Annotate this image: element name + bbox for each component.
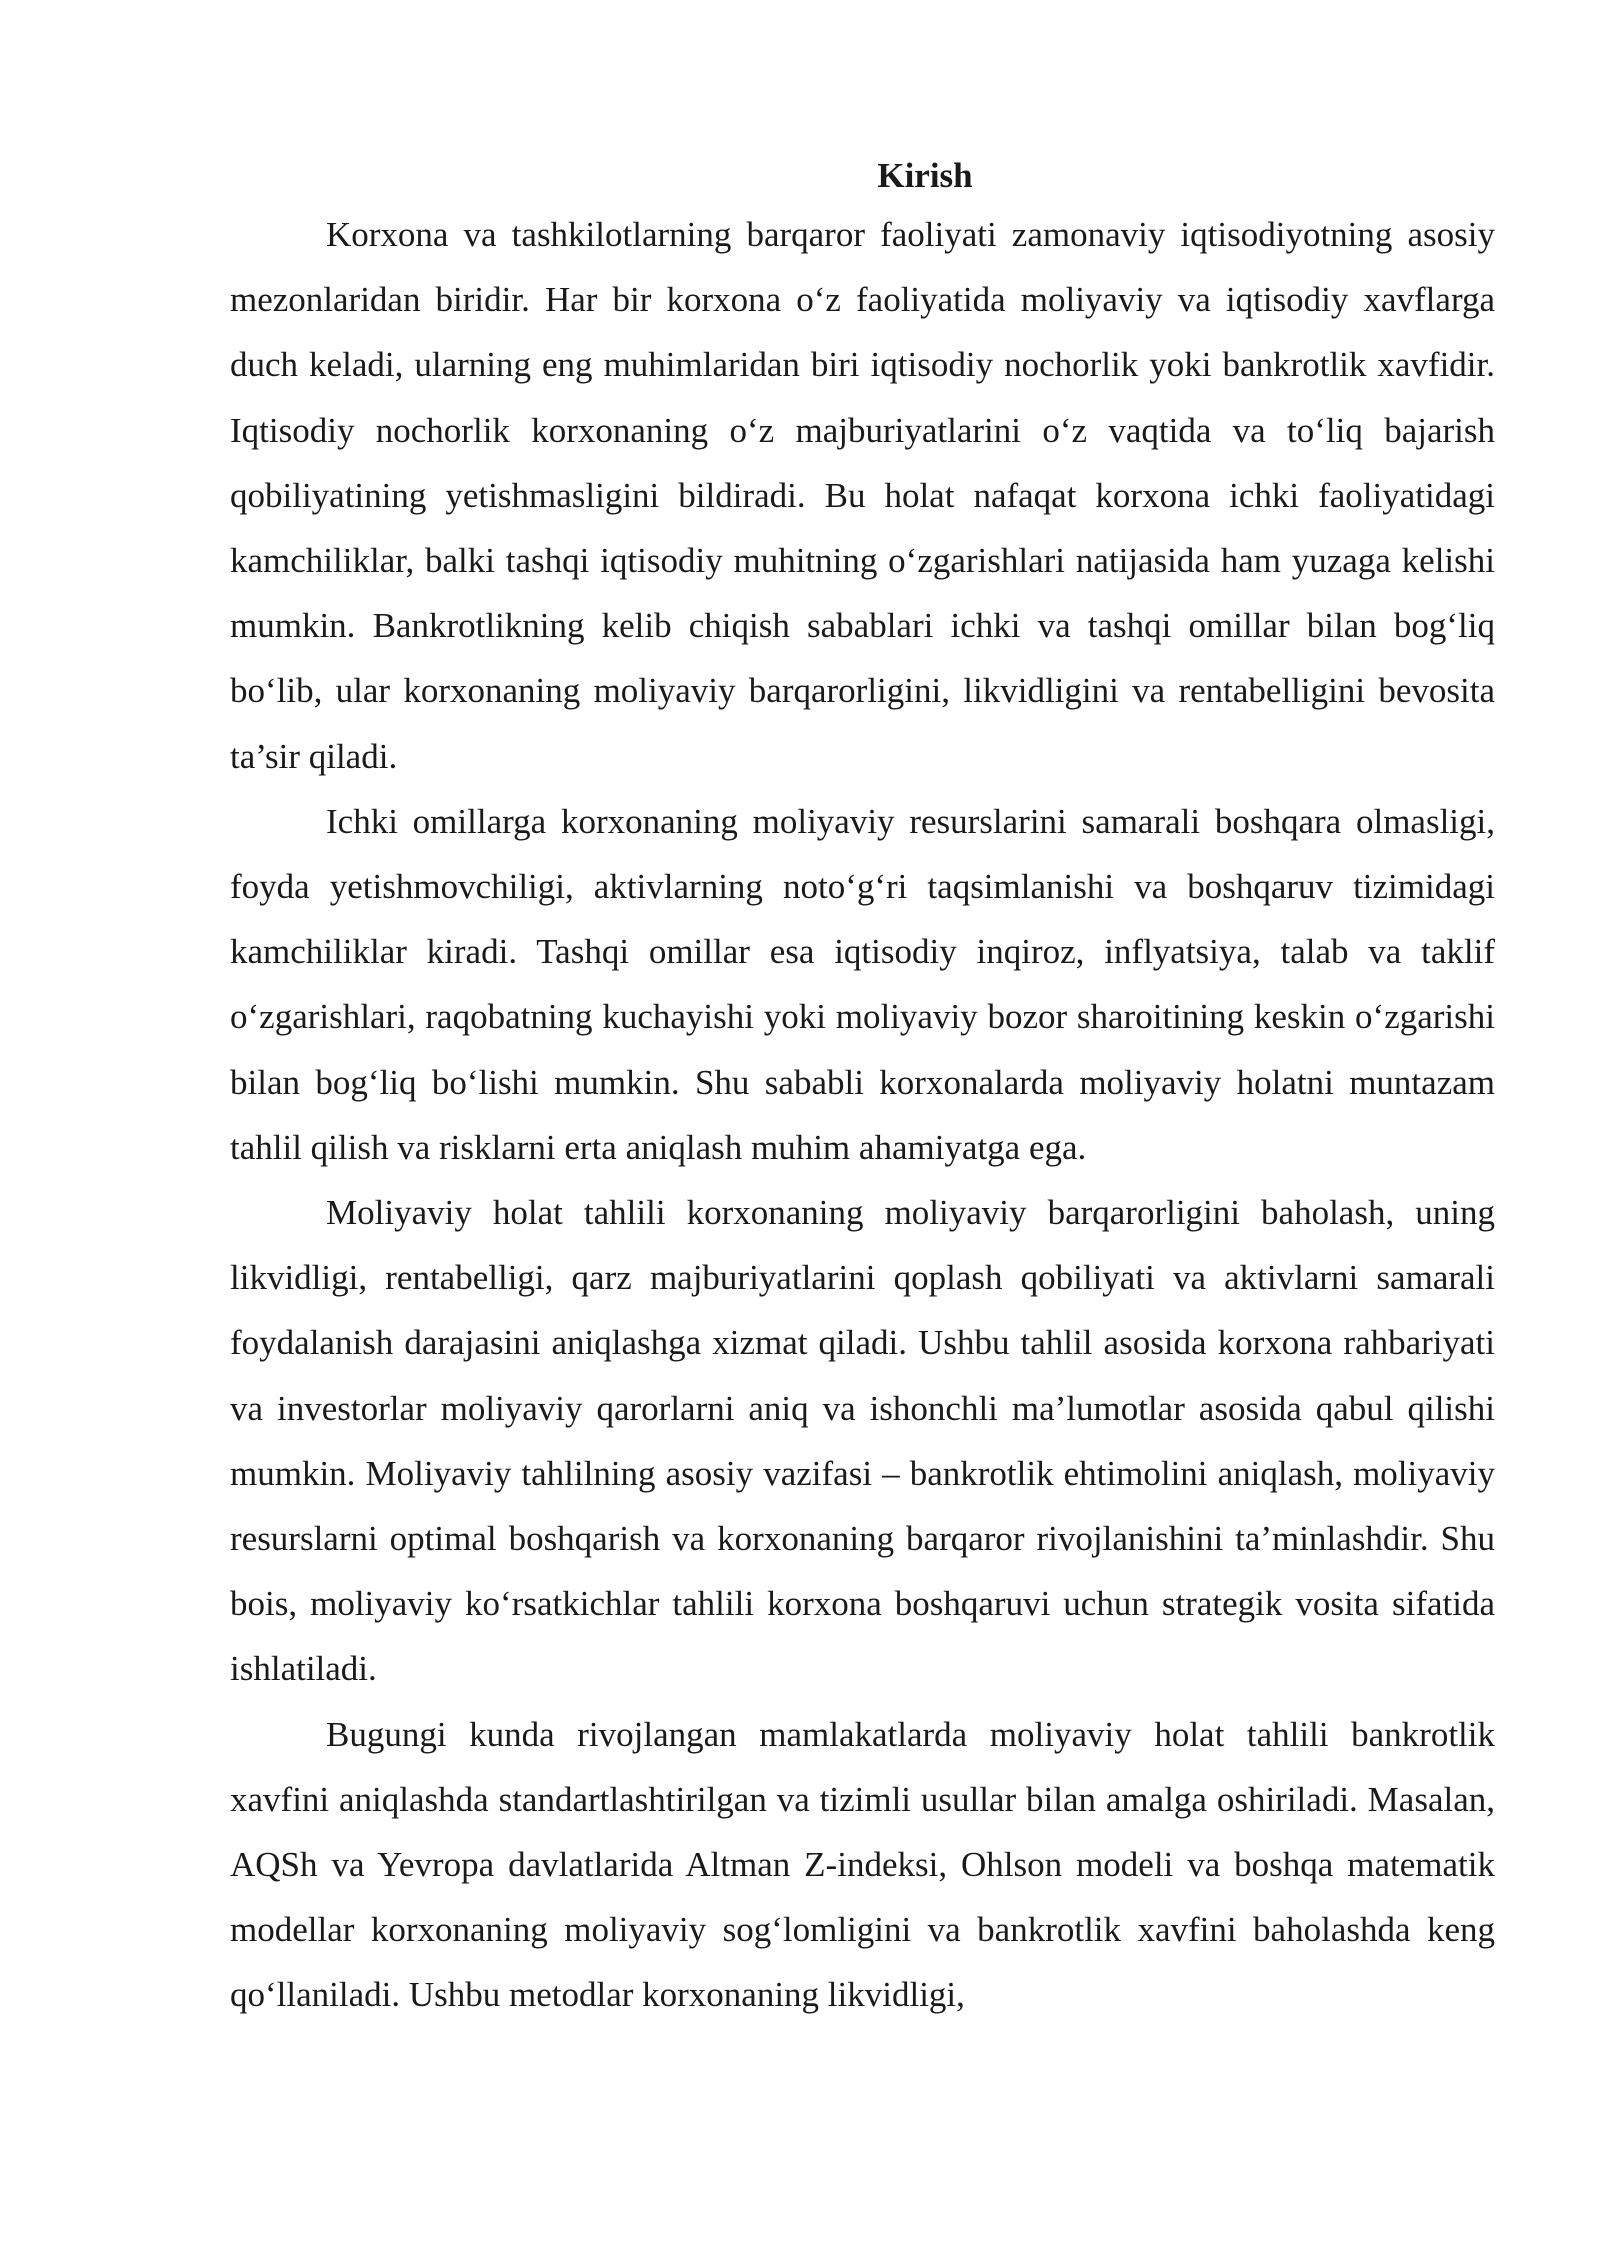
document-body — [230, 150, 1495, 2028]
paragraph: Moliyaviy holat tahlili korxonaning moliyaviy barqarorligini baholash, uning likvidligi, rentabelligi, qarz majburiyatlarini qoplash qobiliyati va aktivlarni samarali foydalanish darajasini aniqlashga xizmat qiladi. Ushbu tahlil asosida korxona rahbariyati va investorlar moliyaviy qarorlarni aniq va ishonchli ma’lumotlar asosida qabul qilishi mumkin. Moliyaviy tahlilning asosiy vazifasi – bankrotlik ehtimolini aniqlash, moliyaviy resurslarni optimal boshqarish va korxonaning barqaror rivojlanishini ta’minlashdir. Shu bois, moliyaviy ko‘rsatkichlar tahlili korxona boshqaruvi uchun strategik vosita sifatida ishlatiladi. — [230, 1193, 1495, 1689]
section-heading: Kirish — [877, 156, 973, 195]
paragraph: Bugungi kunda rivojlangan mamlakatlarda moliyaviy holat tahlili bankrotlik xavfini aniqlashda standartlashtirilgan va tizimli usullar bilan amalga oshiriladi. Masalan, AQSh va Yevropa davlatlarida Altman Z-indeksi, Ohlson modeli va boshqa matematik modellar korxonaning moliyaviy sog‘lomligini va bankrotlik xavfini baholashda keng qo‘llaniladi. Ushbu metodlar korxonaning likvidligi, — [230, 1714, 1495, 2015]
paragraph: Ichki omillarga korxonaning moliyaviy resurslarini samarali boshqara olmasligi, foyda yetishmovchiligi, aktivlarning noto‘g‘ri taqsimlanishi va boshqaruv tizimidagi kamchiliklar kiradi. Tashqi omillar esa iqtisodiy inqiroz, inflyatsiya, talab va taklif o‘zgarishlari, raqobatning kuchayishi yoki moliyaviy bozor sharoitining keskin o‘zgarishi bilan bog‘liq bo‘lishi mumkin. Shu sababli korxonalarda moliyaviy holatni muntazam tahlil qilish va risklarni erta aniqlash muhim ahamiyatga ega. — [230, 801, 1495, 1167]
paragraph: Korxona va tashkilotlarning barqaror faoliyati zamonaviy iqtisodiyotning asosiy mezonlaridan biridir. Har bir korxona o‘z faoliyatida moliyaviy va iqtisodiy xavflarga duch keladi, ularning eng muhimlaridan biri iqtisodiy nochorlik yoki bankrotlik xavfidir. Iqtisodiy nochorlik korxonaning o‘z majburiyatlarini o‘z vaqtida va to‘liq bajarish qobiliyatining yetishmasligini bildiradi. Bu holat nafaqat korxona ichki faoliyatidagi kamchiliklar, balki tashqi iqtisodiy muhitning o‘zgarishlari natijasida ham yuzaga kelishi mumkin. Bankrotlikning kelib chiqish sabablari ichki va tashqi omillar bilan bog‘liq bo‘lib, ular korxonaning moliyaviy barqarorligini, likvidligini va rentabelligini bevosita ta’sir qiladi. — [230, 215, 1495, 776]
